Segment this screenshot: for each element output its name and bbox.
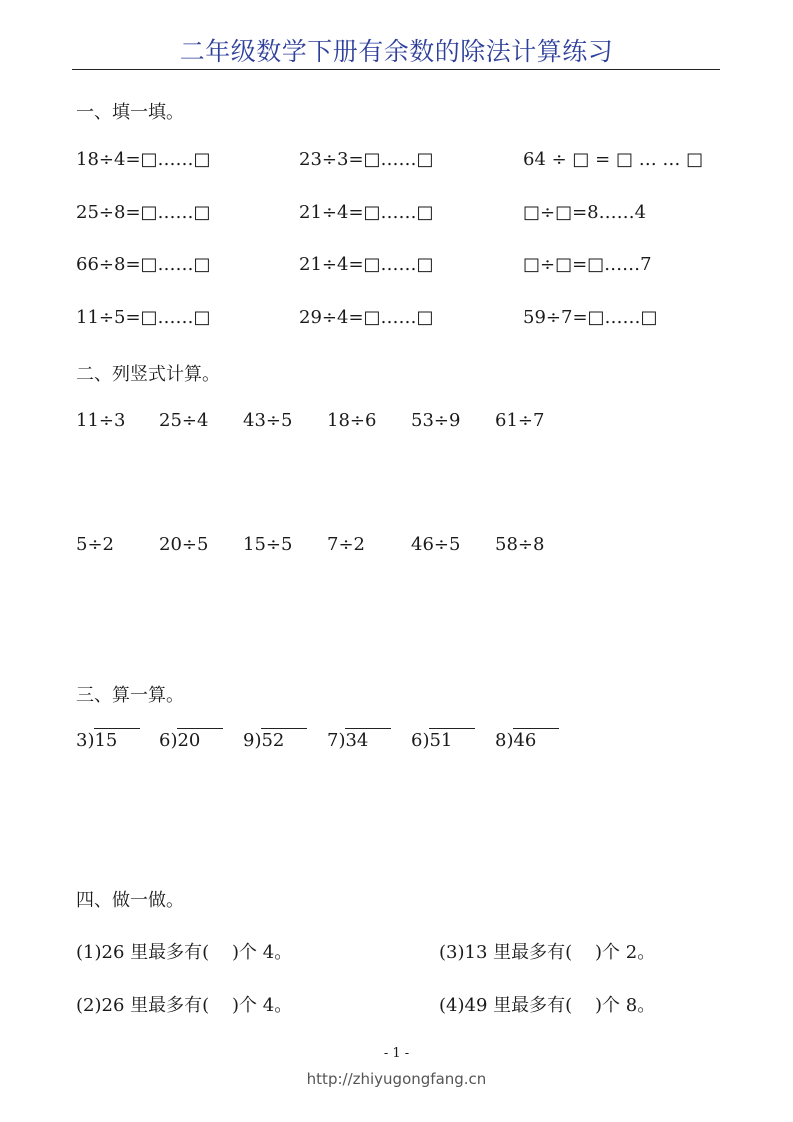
divisor: 7 (327, 730, 339, 751)
vertical-calc-item: 46÷5 (411, 534, 461, 555)
division-bracket: ) (170, 730, 178, 751)
fill-item: 23÷3=□……□ (299, 149, 434, 170)
section4-heading: 四、做一做。 (76, 890, 184, 911)
dividend: 46 (513, 728, 559, 751)
fill-item: 64 ÷ □ = □ … … □ (523, 149, 704, 170)
word-problem-item: (1)26 里最多有( )个 4。 (76, 942, 293, 963)
vertical-calc-item: 20÷5 (159, 534, 209, 555)
fill-item: 25÷8=□……□ (76, 202, 211, 223)
divisor: 6 (159, 730, 171, 751)
division-bracket: ) (422, 730, 430, 751)
dividend: 51 (429, 728, 475, 751)
fill-item: 66÷8=□……□ (76, 254, 211, 275)
vertical-calc-item: 43÷5 (243, 410, 293, 431)
vertical-calc-item: 18÷6 (327, 410, 377, 431)
vertical-calc-item: 58÷8 (495, 534, 545, 555)
division-bracket: ) (338, 730, 346, 751)
word-problem-item: (2)26 里最多有( )个 4。 (76, 995, 293, 1016)
divisor: 3 (76, 730, 88, 751)
division-bracket: ) (87, 730, 95, 751)
fill-item: 59÷7=□……□ (523, 307, 658, 328)
long-division-item (327, 730, 391, 751)
long-division-item (495, 730, 559, 751)
fill-item: 18÷4=□……□ (76, 149, 211, 170)
divisor: 8 (495, 730, 507, 751)
title-divider (72, 69, 720, 70)
vertical-calc-item: 15÷5 (243, 534, 293, 555)
dividend: 52 (261, 728, 307, 751)
dividend: 15 (94, 728, 140, 751)
long-division-item (411, 730, 475, 751)
vertical-calc-item: 61÷7 (495, 410, 545, 431)
page-title: 二年级数学下册有余数的除法计算练习 (179, 37, 614, 66)
divisor: 6 (411, 730, 423, 751)
section3-heading: 三、算一算。 (76, 685, 184, 706)
word-problem-item: (3)13 里最多有( )个 2。 (439, 942, 656, 963)
footer-url: http://zhiyugongfang.cn (306, 1070, 487, 1088)
fill-item: 29÷4=□……□ (299, 307, 434, 328)
long-division-item (76, 730, 140, 751)
dividend: 34 (345, 728, 391, 751)
section1-heading: 一、填一填。 (76, 102, 184, 123)
fill-item: 21÷4=□……□ (299, 254, 434, 275)
page-number: - 1 - (383, 1046, 410, 1061)
vertical-calc-item: 7÷2 (327, 534, 365, 555)
division-bracket: ) (254, 730, 262, 751)
divisor: 9 (243, 730, 255, 751)
vertical-calc-item: 5÷2 (76, 534, 114, 555)
vertical-calc-item: 11÷3 (76, 410, 126, 431)
dividend: 20 (177, 728, 223, 751)
fill-item: 21÷4=□……□ (299, 202, 434, 223)
section2-heading: 二、列竖式计算。 (76, 364, 220, 385)
vertical-calc-item: 53÷9 (411, 410, 461, 431)
division-bracket: ) (506, 730, 514, 751)
fill-item: 11÷5=□……□ (76, 307, 211, 328)
long-division-item (159, 730, 223, 751)
long-division-item (243, 730, 307, 751)
fill-item: □÷□=8……4 (523, 202, 647, 223)
word-problem-item: (4)49 里最多有( )个 8。 (439, 995, 656, 1016)
fill-item: □÷□=□……7 (523, 254, 652, 275)
vertical-calc-item: 25÷4 (159, 410, 209, 431)
